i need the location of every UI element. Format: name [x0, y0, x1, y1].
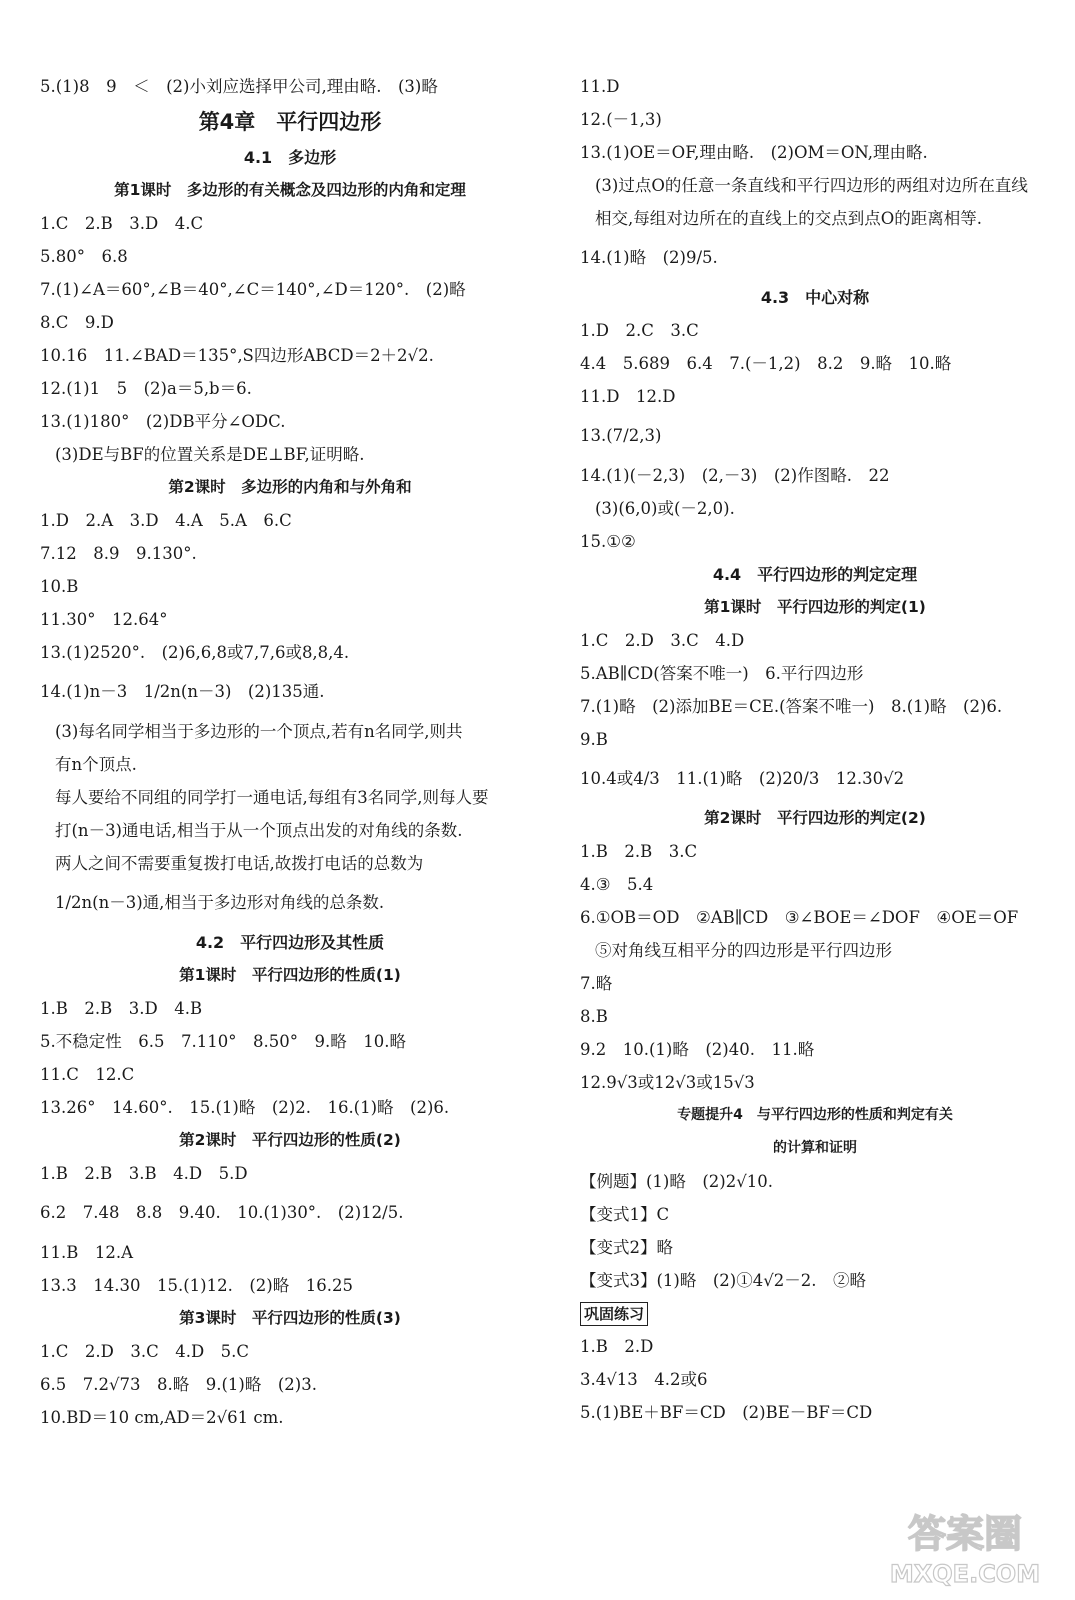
- answer-line: 3.4√13 4.2或6: [580, 1370, 708, 1389]
- left-column: [40, 70, 540, 1434]
- section-heading: 4.1 多边形: [243, 148, 337, 167]
- section-heading: 专题提升4 与平行四边形的性质和判定有关: [677, 1107, 953, 1123]
- answer-line: (3)DE与BF的位置关系是DE⊥BF,证明略.: [55, 445, 365, 464]
- section-heading: 4.4 平行四边形的判定定理: [712, 565, 918, 584]
- answer-line: 1/2n(n－3)通,相当于多边形对角线的总条数.: [55, 893, 385, 912]
- answer-line: 7.略: [580, 974, 613, 993]
- answer-line: 每人要给不同组的同学打一通电话,每组有3名同学,则每人要: [55, 788, 489, 807]
- answer-line: 11.D 12.D: [580, 387, 676, 406]
- answer-line: 1.C 2.D 3.C 4.D 5.C: [40, 1342, 250, 1361]
- answer-line: 13.26° 14.60°. 15.(1)略 (2)2. 16.(1)略 (2)6.: [40, 1098, 450, 1117]
- section-heading: 第4章 平行四边形: [198, 110, 382, 134]
- section-heading: 4.2 平行四边形及其性质: [195, 933, 385, 952]
- answer-line: 14.(1)略 (2)9/5.: [580, 248, 718, 267]
- answer-line: 7.(1)略 (2)添加BE＝CE.(答案不唯一) 8.(1)略 (2)6.: [580, 697, 1003, 716]
- answer-line: 5.80° 6.8: [40, 247, 128, 266]
- answer-line: 11.30° 12.64°: [40, 610, 168, 629]
- answer-line: (3)每名同学相当于多边形的一个顶点,若有n名同学,则共: [55, 722, 463, 741]
- answer-line: 6.2 7.48 8.8 9.40. 10.(1)30°. (2)12/5.: [40, 1203, 404, 1222]
- answer-line: 1.D 2.A 3.D 4.A 5.A 6.C: [40, 511, 292, 530]
- answer-line: 12.(1)1 5 (2)a＝5,b＝6.: [40, 379, 252, 398]
- section-box-label: [580, 1297, 1050, 1330]
- section-heading: 第1课时 多边形的有关概念及四边形的内角和定理: [114, 181, 466, 199]
- answer-line: 1.B 2.B 3.B 4.D 5.D: [40, 1164, 248, 1183]
- section-heading: 第1课时 平行四边形的判定(1): [704, 598, 926, 616]
- answer-line: 1.C 2.D 3.C 4.D: [580, 631, 745, 650]
- answer-line: 13.(1)2520°. (2)6,6,8或7,7,6或8,8,4.: [40, 643, 350, 662]
- answer-line: 6.①OB＝OD ②AB∥CD ③∠BOE＝∠DOF ④OE＝OF: [580, 908, 1019, 927]
- answer-line: 13.(7/2,3): [580, 426, 662, 445]
- answer-line: 打(n－3)通电话,相当于从一个顶点出发的对角线的条数.: [55, 821, 463, 840]
- section-heading: 第2课时 平行四边形的判定(2): [704, 809, 926, 827]
- answer-line: 10.B: [40, 577, 79, 596]
- answer-line: 两人之间不需要重复拨打电话,故拨打电话的总数为: [55, 854, 424, 873]
- section-heading: 第2课时 平行四边形的性质(2): [179, 1131, 401, 1149]
- answer-line: 14.(1)n－3 1/2n(n－3) (2)135通.: [40, 682, 325, 701]
- answer-line: 8.C 9.D: [40, 313, 114, 332]
- watermark-url: MXQE.COM: [889, 1560, 1041, 1588]
- answer-line: 12.9√3或12√3或15√3: [580, 1073, 755, 1092]
- answer-line: 7.12 8.9 9.130°.: [40, 544, 197, 563]
- answer-line: 相交,每组对边所在的直线上的交点到点O的距离相等.: [595, 209, 983, 228]
- answer-line: 有n个顶点.: [55, 755, 137, 774]
- answer-line: 4.4 5.689 6.4 7.(－1,2) 8.2 9.略 10.略: [580, 354, 952, 373]
- answer-line: 9.2 10.(1)略 (2)40. 11.略: [580, 1040, 815, 1059]
- answer-line: 6.5 7.2√73 8.略 9.(1)略 (2)3.: [40, 1375, 317, 1394]
- answer-line: 13.3 14.30 15.(1)12. (2)略 16.25: [40, 1276, 353, 1295]
- answer-line: 1.D 2.C 3.C: [580, 321, 699, 340]
- answer-line: 11.C 12.C: [40, 1065, 135, 1084]
- answer-line: 14.(1)(－2,3) (2,－3) (2)作图略. 22: [580, 466, 890, 485]
- section-heading: 第3课时 平行四边形的性质(3): [179, 1309, 401, 1327]
- answer-line: 5.AB∥CD(答案不唯一) 6.平行四边形: [580, 664, 864, 683]
- answer-line: 1.C 2.B 3.D 4.C: [40, 214, 204, 233]
- answer-line: 【变式3】(1)略 (2)①4√2－2. ②略: [580, 1271, 866, 1290]
- section-heading: 4.3 中心对称: [760, 288, 870, 307]
- answer-line: 1.B 2.B 3.C: [580, 842, 698, 861]
- answer-line: 10.BD＝10 cm,AD＝2√61 cm.: [40, 1408, 284, 1427]
- answer-line: (3)(6,0)或(－2,0).: [595, 499, 735, 518]
- answer-line: 5.(1)BE＋BF＝CD (2)BE－BF＝CD: [580, 1403, 873, 1422]
- answer-line: 10.16 11.∠BAD＝135°,S四边形ABCD＝2＋2√2.: [40, 346, 434, 365]
- answer-line: 【变式2】略: [580, 1238, 673, 1257]
- right-column: [580, 70, 1050, 1429]
- answer-line: (3)过点O的任意一条直线和平行四边形的两组对边所在直线: [595, 176, 1028, 195]
- answer-line: 11.B 12.A: [40, 1243, 134, 1262]
- section-heading: 的计算和证明: [773, 1140, 857, 1156]
- answer-line: 【例题】(1)略 (2)2√10.: [580, 1172, 773, 1191]
- answer-line: 9.B: [580, 730, 608, 749]
- boxed-heading: 巩固练习: [580, 1302, 648, 1326]
- section-heading: 第2课时 多边形的内角和与外角和: [168, 478, 412, 496]
- answer-line: 【变式1】C: [580, 1205, 670, 1224]
- answer-line: 13.(1)180° (2)DB平分∠ODC.: [40, 412, 286, 431]
- watermark-logo: [865, 1502, 1065, 1592]
- watermark-text: 答案圈: [907, 1512, 1023, 1556]
- section-heading: 第1课时 平行四边形的性质(1): [179, 966, 401, 984]
- answer-line: ⑤对角线互相平分的四边形是平行四边形: [595, 941, 892, 960]
- answer-line: 4.③ 5.4: [580, 875, 654, 894]
- answer-line: 1.B 2.D: [580, 1337, 654, 1356]
- answer-line: 8.B: [580, 1007, 608, 1026]
- answer-line: 12.(－1,3): [580, 110, 662, 129]
- answer-line: 11.D: [580, 77, 620, 96]
- answer-line: 13.(1)OE＝OF,理由略. (2)OM＝ON,理由略.: [580, 143, 928, 162]
- answer-line: 1.B 2.B 3.D 4.B: [40, 999, 203, 1018]
- answer-line: 5.不稳定性 6.5 7.110° 8.50° 9.略 10.略: [40, 1032, 406, 1051]
- answer-line: 7.(1)∠A＝60°,∠B＝40°,∠C＝140°,∠D＝120°. (2)略: [40, 280, 466, 299]
- answer-line: 5.(1)8 9 ＜ (2)小刘应选择甲公司,理由略. (3)略: [40, 77, 438, 96]
- answer-line: 15.①②: [580, 532, 636, 551]
- answer-line: 10.4或4/3 11.(1)略 (2)20/3 12.30√2: [580, 769, 905, 788]
